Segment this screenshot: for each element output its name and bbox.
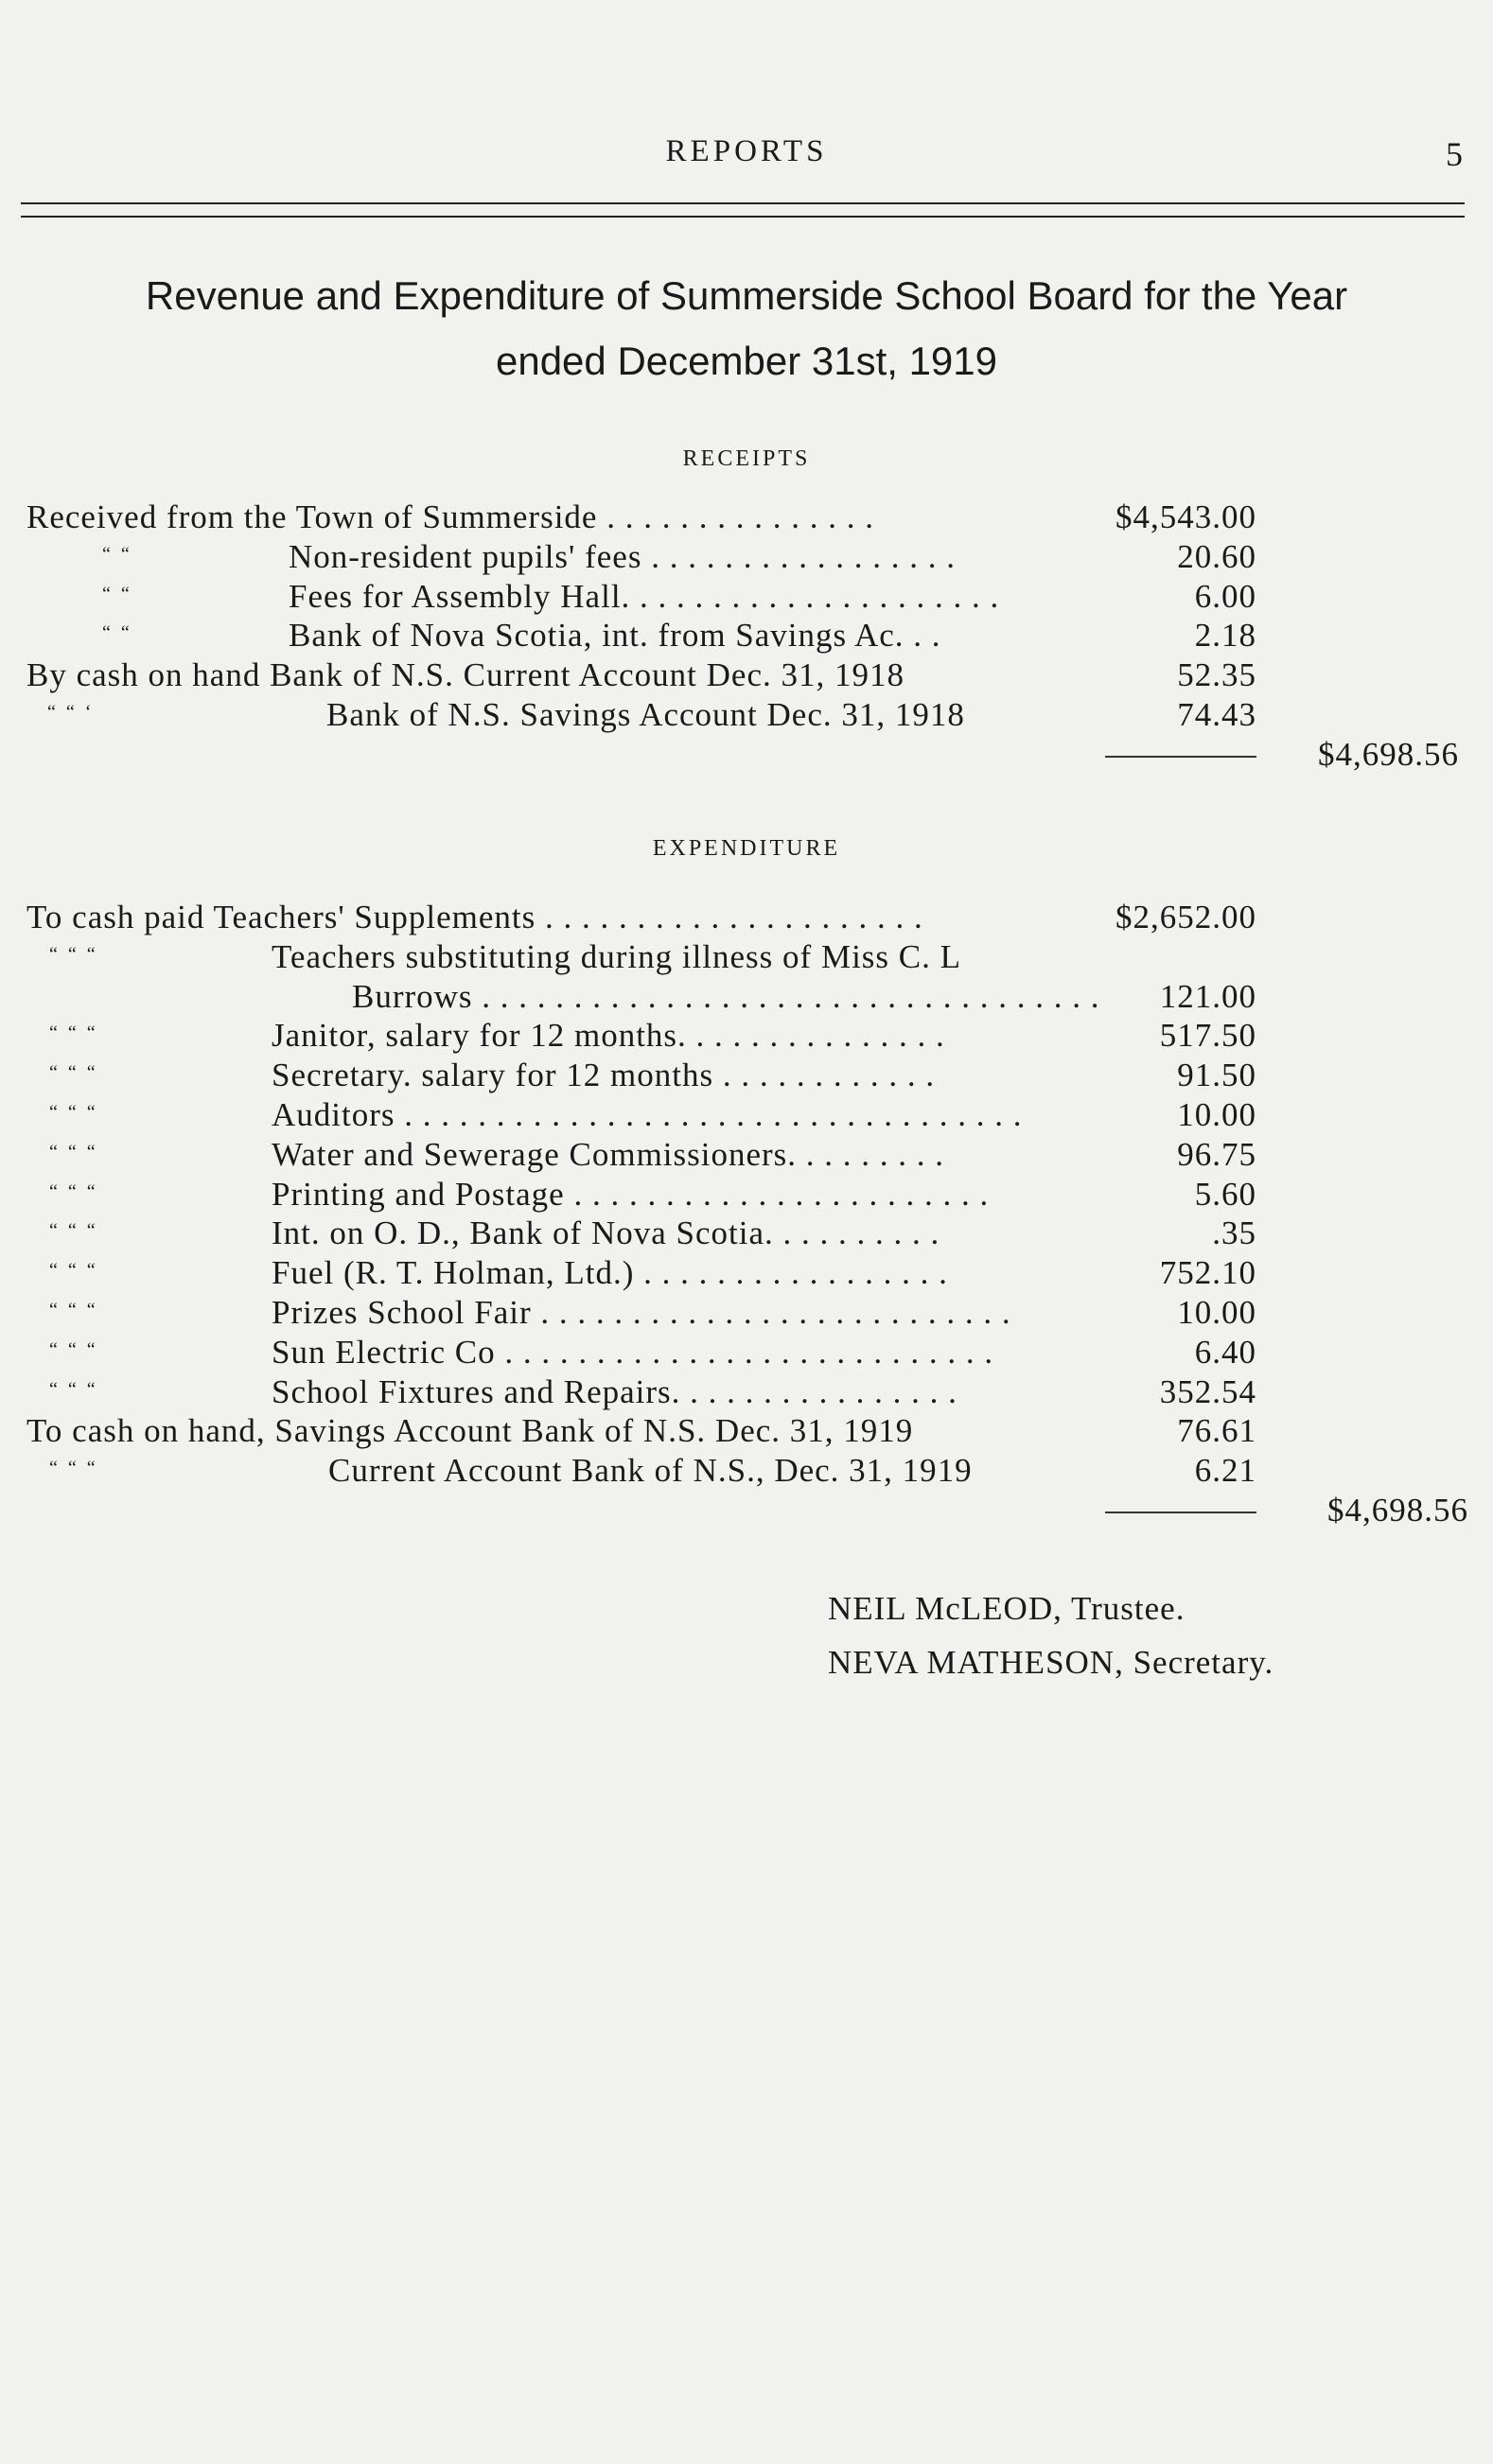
expenditure-amount: 517.50 [1159, 1017, 1256, 1055]
ditto-marks: “ “ [102, 583, 132, 604]
expenditure-total-row [0, 1492, 1493, 1531]
expenditure-label: Printing and Postage . . . . . . . . . . . . . . . . . . . . . . . [272, 1175, 990, 1213]
receipt-label: Received from the Town of Summerside . . . . . . . . . . . . . . . [26, 498, 874, 535]
ditto-marks: “ “ “ [49, 1101, 98, 1123]
receipt-label: Bank of Nova Scotia, int. from Savings Ac. . . [289, 617, 941, 655]
expenditure-amount: 96.75 [1177, 1135, 1256, 1173]
expenditure-label: Current Account Bank of N.S., Dec. 31, 1919 [328, 1452, 973, 1490]
receipts-total: $4,698.56 [1318, 735, 1459, 773]
expenditure-label: Prizes School Fair . . . . . . . . . . . . . . . . . . . . . . . . . . [272, 1293, 1011, 1331]
expenditure-row [0, 1017, 1493, 1057]
expenditure-label: To cash on hand, Savings Account Bank of N.S. Dec. 31, 1919 [26, 1412, 914, 1450]
expenditure-list [0, 899, 1493, 1531]
expenditure-label: School Fixtures and Repairs. . . . . . . . . . . . . . . . [272, 1372, 957, 1410]
ditto-marks: “ “ “ [49, 1180, 98, 1202]
receipt-label: Bank of N.S. Savings Account Dec. 31, 1918 [326, 695, 965, 733]
expenditure-heading: EXPENDITURE [652, 836, 841, 861]
receipt-amount: 2.18 [1194, 617, 1256, 655]
expenditure-amount: 91.50 [1177, 1057, 1256, 1094]
ditto-marks: “ “ “ [49, 1141, 98, 1162]
expenditure-row [0, 1254, 1493, 1294]
expenditure-row [0, 1334, 1493, 1373]
receipts-heading: RECEIPTS [682, 446, 811, 471]
expenditure-amount: 352.54 [1159, 1372, 1256, 1410]
ditto-marks: “ “ “ [49, 1378, 98, 1400]
ditto-marks: “ “ “ [49, 1062, 98, 1084]
expenditure-label: Burrows . . . . . . . . . . . . . . . . . . . . . . . . . . . . . . . . . . [352, 977, 1100, 1015]
receipt-amount: 74.43 [1177, 695, 1256, 733]
expenditure-amount: 10.00 [1177, 1095, 1256, 1133]
receipt-row [0, 656, 1493, 696]
receipt-row [0, 617, 1493, 656]
expenditure-row [0, 1176, 1493, 1215]
secretary-signature: NEVA MATHESON, Secretary. [828, 1644, 1274, 1681]
signatures [828, 1582, 1273, 1689]
ditto-marks: “ “ “ [49, 1458, 98, 1479]
ditto-marks: “ “ [102, 622, 132, 644]
expenditure-label: Sun Electric Co . . . . . . . . . . . . . . . . . . . . . . . . . . . [272, 1333, 994, 1371]
expenditure-row [0, 938, 1493, 978]
expenditure-row [0, 1373, 1493, 1413]
expenditure-row [0, 899, 1493, 938]
expenditure-amount: $2,652.00 [1115, 899, 1256, 935]
expenditure-row [0, 1412, 1493, 1452]
receipt-label: Fees for Assembly Hall. . . . . . . . . . . . . . . . . . . . . [289, 577, 1000, 615]
running-head [0, 134, 1493, 182]
expenditure-row [0, 1057, 1493, 1096]
trustee-signature: NEIL McLEOD, Trustee. [828, 1590, 1186, 1627]
header-rule-top [21, 202, 1465, 204]
expenditure-label: To cash paid Teachers' Supplements . . . . . . . . . . . . . . . . . . . . . [26, 899, 923, 935]
title-line-1: Revenue and Expenditure of Summerside School Board for the Year [145, 273, 1348, 318]
subtotal-rule [1105, 756, 1256, 758]
expenditure-label: Int. on O. D., Bank of Nova Scotia. . . . . . . . . . [272, 1215, 940, 1252]
expenditure-label: Janitor, salary for 12 months. . . . . . . . . . . . . . . [272, 1017, 945, 1055]
document-title [76, 263, 1417, 393]
expenditure-label: Secretary. salary for 12 months . . . . . . . . . . . . [272, 1057, 936, 1094]
expenditure-amount: .35 [1212, 1215, 1256, 1252]
receipts-total-row [0, 736, 1493, 776]
expenditure-amount: 5.60 [1194, 1175, 1256, 1213]
expenditure-amount: 6.21 [1194, 1452, 1256, 1490]
receipt-amount: 52.35 [1177, 656, 1256, 694]
ditto-marks: “ “ “ [49, 1260, 98, 1282]
expenditure-amount: 6.40 [1194, 1333, 1256, 1371]
receipt-label: By cash on hand Bank of N.S. Current Account Dec. 31, 1918 [26, 656, 905, 694]
receipt-row [0, 498, 1493, 538]
running-title: REPORTS [665, 134, 828, 168]
expenditure-label: Fuel (R. T. Holman, Ltd.) . . . . . . . . . . . . . . . . . [272, 1254, 948, 1292]
expenditure-row [0, 1215, 1493, 1254]
receipts-list [0, 498, 1493, 776]
receipt-label: Non-resident pupils' fees . . . . . . . . . . . . . . . . . [289, 537, 956, 575]
expenditure-row [0, 1096, 1493, 1136]
receipt-row [0, 538, 1493, 578]
expenditure-amount: 121.00 [1159, 977, 1256, 1015]
expenditure-label: Teachers substituting during illness of Miss C. L [272, 937, 962, 975]
header-rule-bottom [21, 216, 1465, 218]
expenditure-label: Water and Sewerage Commissioners. . . . . . . . . [272, 1135, 945, 1173]
ditto-marks: “ “ ‘ [47, 701, 95, 723]
expenditure-total: $4,698.56 [1327, 1491, 1468, 1529]
ditto-marks: “ “ “ [49, 1299, 98, 1320]
ditto-marks: “ “ “ [49, 1022, 98, 1044]
expenditure-row [0, 978, 1493, 1018]
receipt-amount: 20.60 [1177, 537, 1256, 575]
expenditure-label: Auditors . . . . . . . . . . . . . . . . . . . . . . . . . . . . . . . . . . [272, 1095, 1023, 1133]
expenditure-row [0, 1452, 1493, 1492]
ditto-marks: “ “ “ [49, 943, 98, 965]
expenditure-amount: 10.00 [1177, 1293, 1256, 1331]
title-line-2: ended December 31st, 1919 [495, 339, 998, 383]
receipt-row [0, 578, 1493, 618]
ditto-marks: “ “ “ [49, 1338, 98, 1360]
receipt-amount: $4,543.00 [1115, 498, 1256, 535]
receipt-amount: 6.00 [1194, 577, 1256, 615]
subtotal-rule [1105, 1512, 1256, 1513]
expenditure-amount: 76.61 [1177, 1412, 1256, 1450]
expenditure-amount: 752.10 [1159, 1254, 1256, 1292]
ditto-marks: “ “ [102, 543, 132, 565]
expenditure-row [0, 1294, 1493, 1334]
page-number: 5 [1446, 135, 1463, 173]
expenditure-row [0, 1136, 1493, 1176]
receipt-row [0, 696, 1493, 736]
ditto-marks: “ “ “ [49, 1220, 98, 1242]
